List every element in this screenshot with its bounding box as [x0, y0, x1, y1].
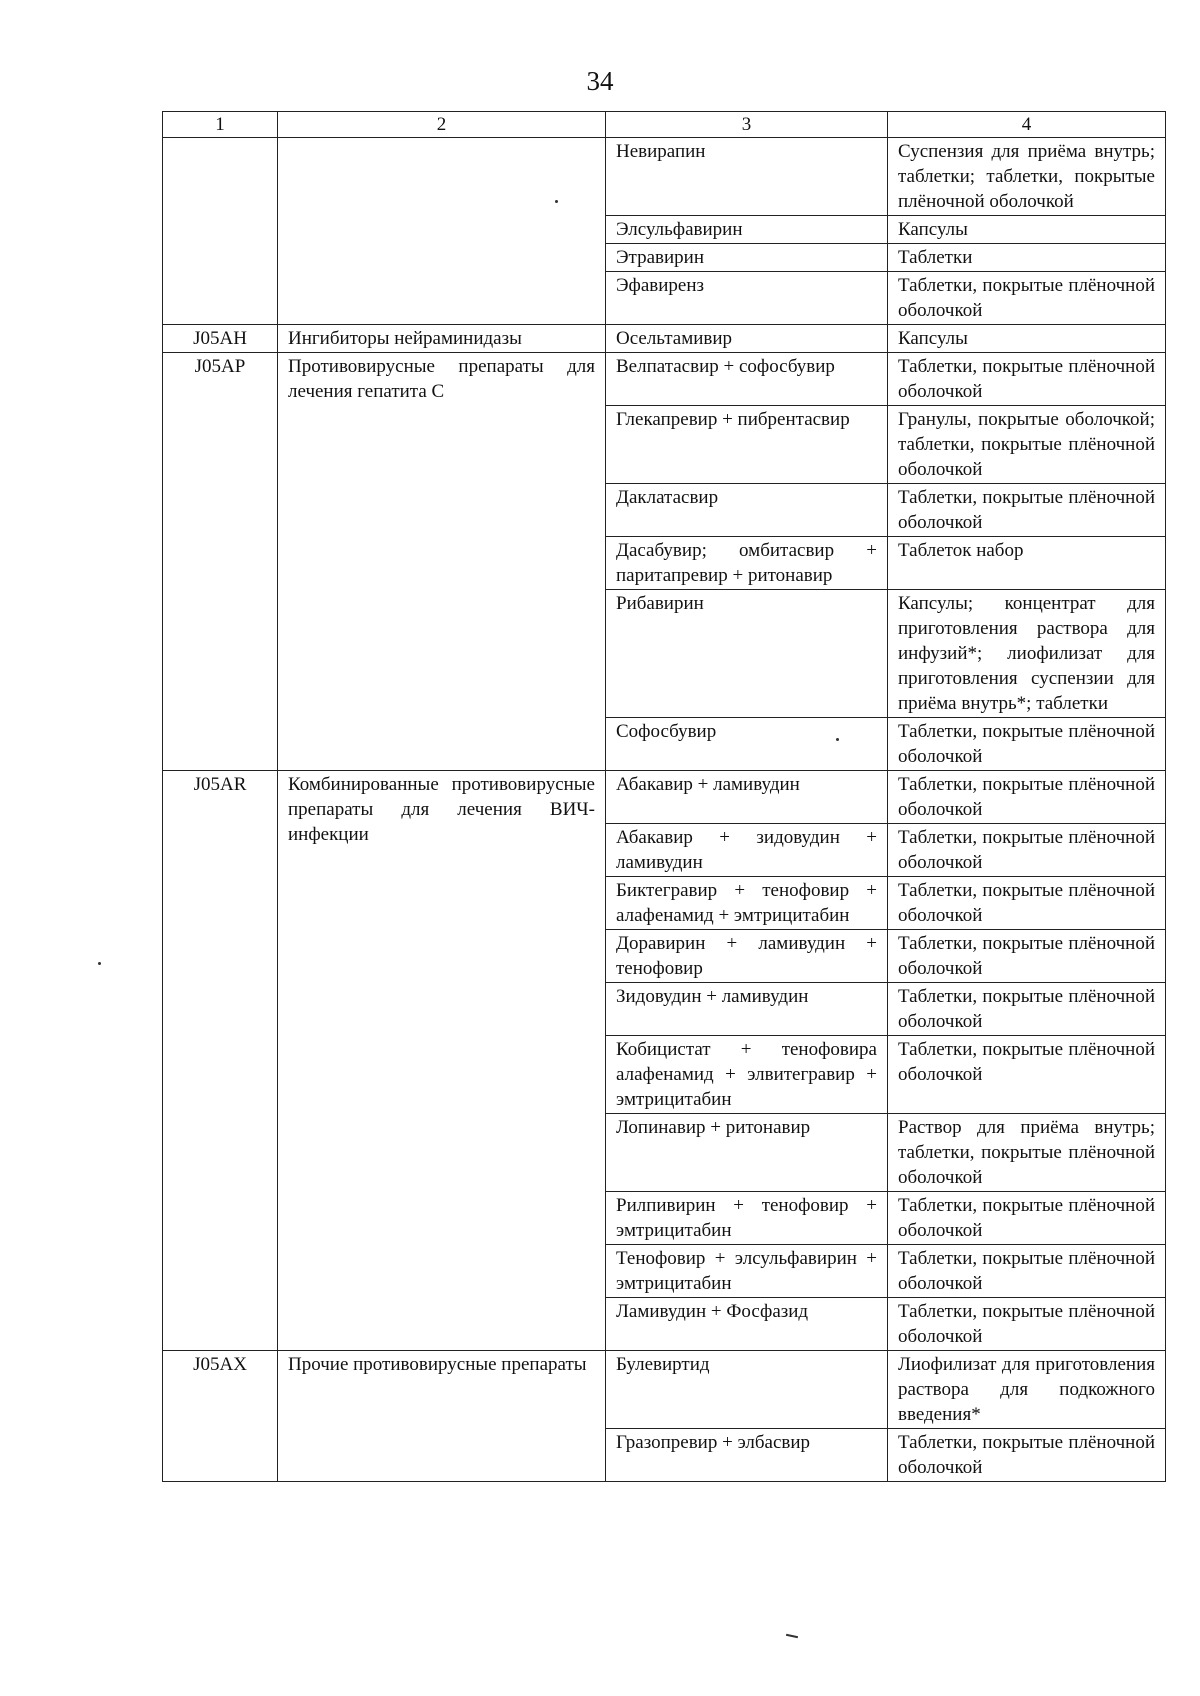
drug-name: Рилпивирин + тенофовир + эмтрицитабин — [606, 1192, 888, 1245]
dosage-form: Таблетки, покрытые плёночной оболочкой — [888, 484, 1166, 537]
drug-name: Абакавир + ламивудин — [606, 771, 888, 824]
drug-name: Эфавиренз — [606, 272, 888, 325]
dosage-form: Таблетки, покрытые плёночной оболочкой — [888, 930, 1166, 983]
drug-name: Дасабувир; омбитасвир + паритапревир + ритонавир — [606, 537, 888, 590]
dosage-form: Таблетки, покрытые плёночной оболочкой — [888, 771, 1166, 824]
scan-speck — [98, 962, 101, 965]
drug-name: Осельтамивир — [606, 325, 888, 353]
group-name: Ингибиторы нейраминидазы — [278, 325, 606, 353]
dosage-form: Таблетки, покрытые плёночной оболочкой — [888, 353, 1166, 406]
drug-name: Рибавирин — [606, 590, 888, 718]
dosage-form: Таблеток набор — [888, 537, 1166, 590]
drug-name: Доравирин + ламивудин + тенофовир — [606, 930, 888, 983]
drug-name: Элсульфавирин — [606, 216, 888, 244]
drug-name: Невирапин — [606, 138, 888, 216]
drug-name: Тенофовир + элсульфавирин + эмтрицитабин — [606, 1245, 888, 1298]
dosage-form: Таблетки, покрытые плёночной оболочкой — [888, 1245, 1166, 1298]
dosage-form: Таблетки, покрытые плёночной оболочкой — [888, 983, 1166, 1036]
table-row — [163, 353, 1166, 406]
group-code — [163, 138, 278, 325]
table-row — [163, 771, 1166, 824]
scan-mark — [786, 1634, 798, 1638]
group-code: J05AR — [163, 771, 278, 1351]
drug-name: Этравирин — [606, 244, 888, 272]
table-row — [163, 138, 1166, 216]
group-code: J05AH — [163, 325, 278, 353]
drug-name: Ламивудин + Фосфазид — [606, 1298, 888, 1351]
dosage-form: Лиофилизат для приготовления раствора для подкожного введения* — [888, 1351, 1166, 1429]
table-row — [163, 1351, 1166, 1429]
header-row — [163, 112, 1166, 138]
column-header: 1 — [163, 112, 278, 138]
drug-name: Абакавир + зидовудин + ламивудин — [606, 824, 888, 877]
table-row — [163, 325, 1166, 353]
drug-name: Биктегравир + тенофовир + алафенамид + эмтрицитабин — [606, 877, 888, 930]
dosage-form: Таблетки, покрытые плёночной оболочкой — [888, 824, 1166, 877]
group-name: Прочие противовирусные препараты — [278, 1351, 606, 1482]
dosage-form: Капсулы; концентрат для приготовления раствора для инфузий*; лиофилизат для приготовления суспензии для приёма внутрь*; таблетки — [888, 590, 1166, 718]
group-name: Противовирусные препараты для лечения гепатита С — [278, 353, 606, 771]
dosage-form: Таблетки, покрытые плёночной оболочкой — [888, 718, 1166, 771]
scan-speck — [836, 738, 839, 741]
drug-name: Зидовудин + ламивудин — [606, 983, 888, 1036]
drug-name: Булевиртид — [606, 1351, 888, 1429]
dosage-form: Гранулы, покрытые оболочкой; таблетки, покрытые плёночной оболочкой — [888, 406, 1166, 484]
column-header: 2 — [278, 112, 606, 138]
dosage-form: Суспензия для приёма внутрь; таблетки; таблетки, покрытые плёночной оболочкой — [888, 138, 1166, 216]
drug-name: Даклатасвир — [606, 484, 888, 537]
drug-name: Лопинавир + ритонавир — [606, 1114, 888, 1192]
group-code: J05AX — [163, 1351, 278, 1482]
column-header: 4 — [888, 112, 1166, 138]
dosage-form: Капсулы — [888, 216, 1166, 244]
group-code: J05AP — [163, 353, 278, 771]
column-header: 3 — [606, 112, 888, 138]
page-number: 34 — [586, 66, 614, 96]
drug-name: Гразопревир + элбасвир — [606, 1429, 888, 1482]
dosage-form: Таблетки, покрытые плёночной оболочкой — [888, 1036, 1166, 1114]
drug-name: Кобицистат + тенофовира алафенамид + элвитегравир + эмтрицитабин — [606, 1036, 888, 1114]
dosage-form: Таблетки, покрытые плёночной оболочкой — [888, 1298, 1166, 1351]
dosage-form: Раствор для приёма внутрь; таблетки, покрытые плёночной оболочкой — [888, 1114, 1166, 1192]
drug-table — [162, 111, 1166, 1482]
dosage-form: Таблетки, покрытые плёночной оболочкой — [888, 877, 1166, 930]
drug-name: Глекапревир + пибрентасвир — [606, 406, 888, 484]
dosage-form: Капсулы — [888, 325, 1166, 353]
scan-speck — [555, 200, 558, 203]
group-name: Комбинированные противовирусные препараты для лечения ВИЧ-инфекции — [278, 771, 606, 1351]
dosage-form: Таблетки, покрытые плёночной оболочкой — [888, 272, 1166, 325]
drug-name: Велпатасвир + софосбувир — [606, 353, 888, 406]
dosage-form: Таблетки, покрытые плёночной оболочкой — [888, 1192, 1166, 1245]
dosage-form: Таблетки, покрытые плёночной оболочкой — [888, 1429, 1166, 1482]
drug-name: Софосбувир — [606, 718, 888, 771]
dosage-form: Таблетки — [888, 244, 1166, 272]
group-name — [278, 138, 606, 325]
